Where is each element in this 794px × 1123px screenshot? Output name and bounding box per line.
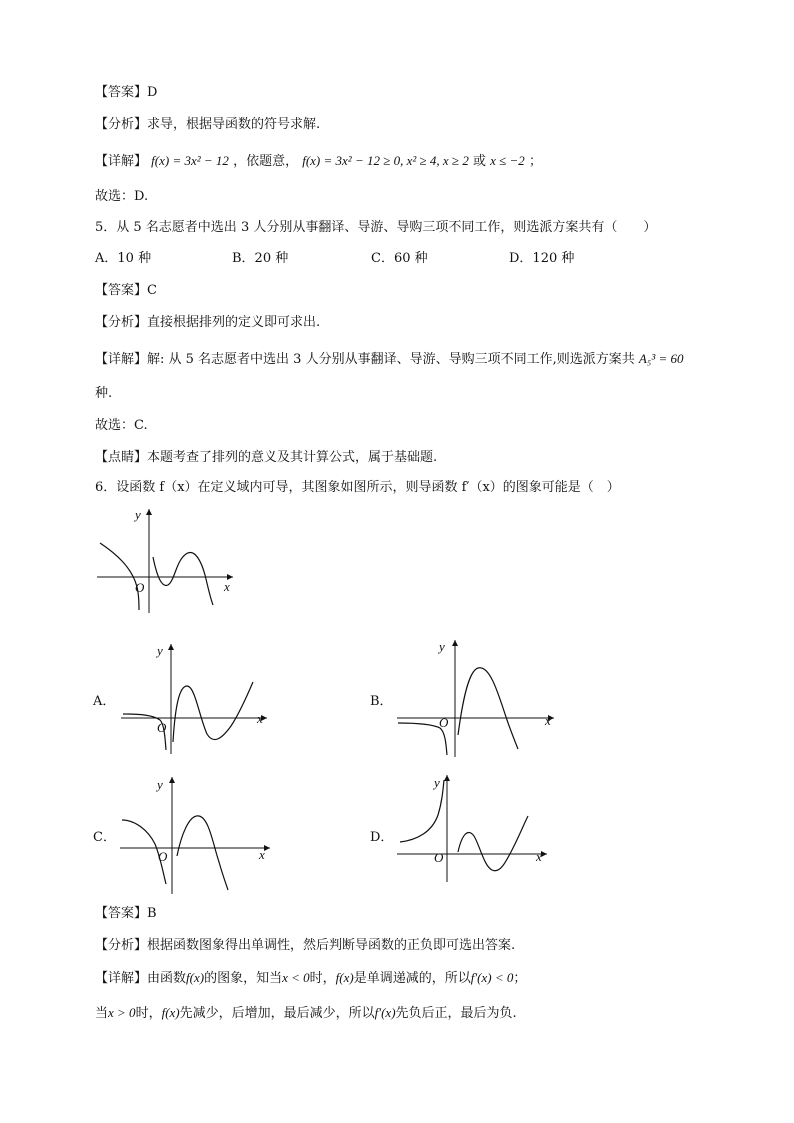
q6-detail-cond1: x < 0 xyxy=(282,970,310,985)
q5-detail-tail: 种. xyxy=(95,386,113,401)
graph-f xyxy=(90,505,250,620)
graph-option-a xyxy=(115,638,275,758)
fprime-right xyxy=(458,816,528,871)
q4-detail-mid: ，依题意， xyxy=(233,154,299,169)
q6-detail-a: 【详解】由函数 xyxy=(95,971,187,986)
origin-label: O xyxy=(135,580,145,595)
q6-line2-b: 时， xyxy=(135,1006,162,1021)
q6-detail-fx2: f(x) xyxy=(335,970,354,985)
q6-question: 6．设函数 f（x）在定义域内可导，其图象如图所示，则导函数 f′（x）的图象可能是（ ） xyxy=(95,480,620,495)
q6-option-d-label: D． xyxy=(370,830,394,845)
x-arrow-icon xyxy=(264,845,270,851)
q4-detail-end: ； xyxy=(528,154,542,169)
y-label: y xyxy=(135,507,141,522)
q6-option-b-label: B． xyxy=(370,694,393,709)
q4-answer: 【答案】D xyxy=(95,85,158,100)
f-right-branch xyxy=(153,553,213,605)
q6-detail-e: ； xyxy=(513,971,527,986)
q4-math-2: f(x) = 3x² − 12 ≥ 0, x² ≥ 4, x ≥ 2 xyxy=(302,153,469,168)
q5-option-c: C．60 种 xyxy=(371,251,428,266)
fprime-right xyxy=(177,816,228,890)
graph-option-d xyxy=(392,770,557,890)
fprime-right xyxy=(458,668,518,749)
q5-detail-text: 【详解】解: 从 5 名志愿者中选出 3 人分别从事翻译、导游、导购三项不同工作,则选派方案共 xyxy=(95,352,635,367)
origin-label: O xyxy=(158,849,168,864)
q4-detail xyxy=(95,152,542,171)
q6-detail-d: 是单调递减的，所以 xyxy=(353,971,471,986)
q6-answer: 【答案】B xyxy=(95,906,157,921)
q4-detail-tag: 【详解】 xyxy=(95,154,148,169)
q6-option-a-label: A． xyxy=(93,694,116,709)
y-arrow-icon xyxy=(146,509,152,515)
y-label: y xyxy=(439,639,445,654)
q6-line2-a: 当 xyxy=(95,1006,109,1021)
y-arrow-icon xyxy=(168,644,174,650)
q5-analysis: 【分析】直接根据排列的定义即可求出. xyxy=(95,315,321,330)
q5-option-b: B．20 种 xyxy=(232,251,289,266)
q4-math-1: f(x) = 3x² − 12 xyxy=(151,153,229,168)
q6-detail-line1 xyxy=(95,969,526,988)
q6-line2-d: 先负后正，最后为负. xyxy=(395,1006,517,1021)
q4-analysis: 【分析】求导，根据导函数的符号求解. xyxy=(95,117,321,132)
x-label: x xyxy=(257,711,263,726)
origin-label: O xyxy=(439,715,449,730)
graph-option-b xyxy=(392,635,562,760)
x-label: x xyxy=(545,713,551,728)
q6-detail-c: 时， xyxy=(309,971,336,986)
y-label: y xyxy=(157,777,163,792)
q5-option-a: A．10 种 xyxy=(95,251,152,266)
q6-analysis: 【分析】根据函数图象得出单调性，然后判断导函数的正负即可选出答案. xyxy=(95,938,516,953)
q5-answer: 【答案】C xyxy=(95,283,157,298)
q6-detail-fx: f(x) xyxy=(186,970,205,985)
q4-math-3: x ≤ −2 xyxy=(490,153,525,168)
q5-option-d: D．120 种 xyxy=(509,251,575,266)
y-label: y xyxy=(157,643,163,658)
x-label: x xyxy=(536,849,542,864)
q6-line2-fpx: f′(x) xyxy=(374,1005,396,1020)
q6-line2-c: 先减少，后增加，最后减少，所以 xyxy=(179,1006,375,1021)
y-arrow-icon xyxy=(452,640,458,646)
origin-label: O xyxy=(157,720,167,735)
x-arrow-icon xyxy=(541,851,547,857)
x-label: x xyxy=(259,847,265,862)
fprime-right xyxy=(173,682,253,742)
origin-label: O xyxy=(434,850,444,865)
y-arrow-icon xyxy=(169,777,175,783)
q6-detail-cond2: f′(x) < 0 xyxy=(470,970,514,985)
y-label: y xyxy=(434,775,440,790)
q6-detail-line2 xyxy=(95,1004,517,1023)
q5-choose: 故选：C. xyxy=(95,418,148,433)
q6-option-c-label: C． xyxy=(93,830,116,845)
q6-line2-cond: x > 0 xyxy=(108,1005,136,1020)
q5-question: 5．从 5 名志愿者中选出 3 人分别从事翻译、导游、导购三项不同工作，则选派方案共有（ ） xyxy=(95,220,657,235)
q4-choose: 故选：D. xyxy=(95,189,149,204)
y-arrow-icon xyxy=(444,775,450,781)
fprime-left xyxy=(398,723,447,755)
q5-detail xyxy=(95,350,684,369)
graph-option-c xyxy=(115,772,280,897)
q5-math: A₅³ = 60 xyxy=(638,351,684,366)
q6-line2-fx: f(x) xyxy=(161,1005,180,1020)
x-label: x xyxy=(224,579,230,594)
q4-detail-or: 或 xyxy=(472,154,486,169)
q5-comment: 【点睛】本题考查了排列的意义及其计算公式，属于基础题. xyxy=(95,450,438,465)
q6-detail-b: 的图象，知当 xyxy=(204,971,283,986)
